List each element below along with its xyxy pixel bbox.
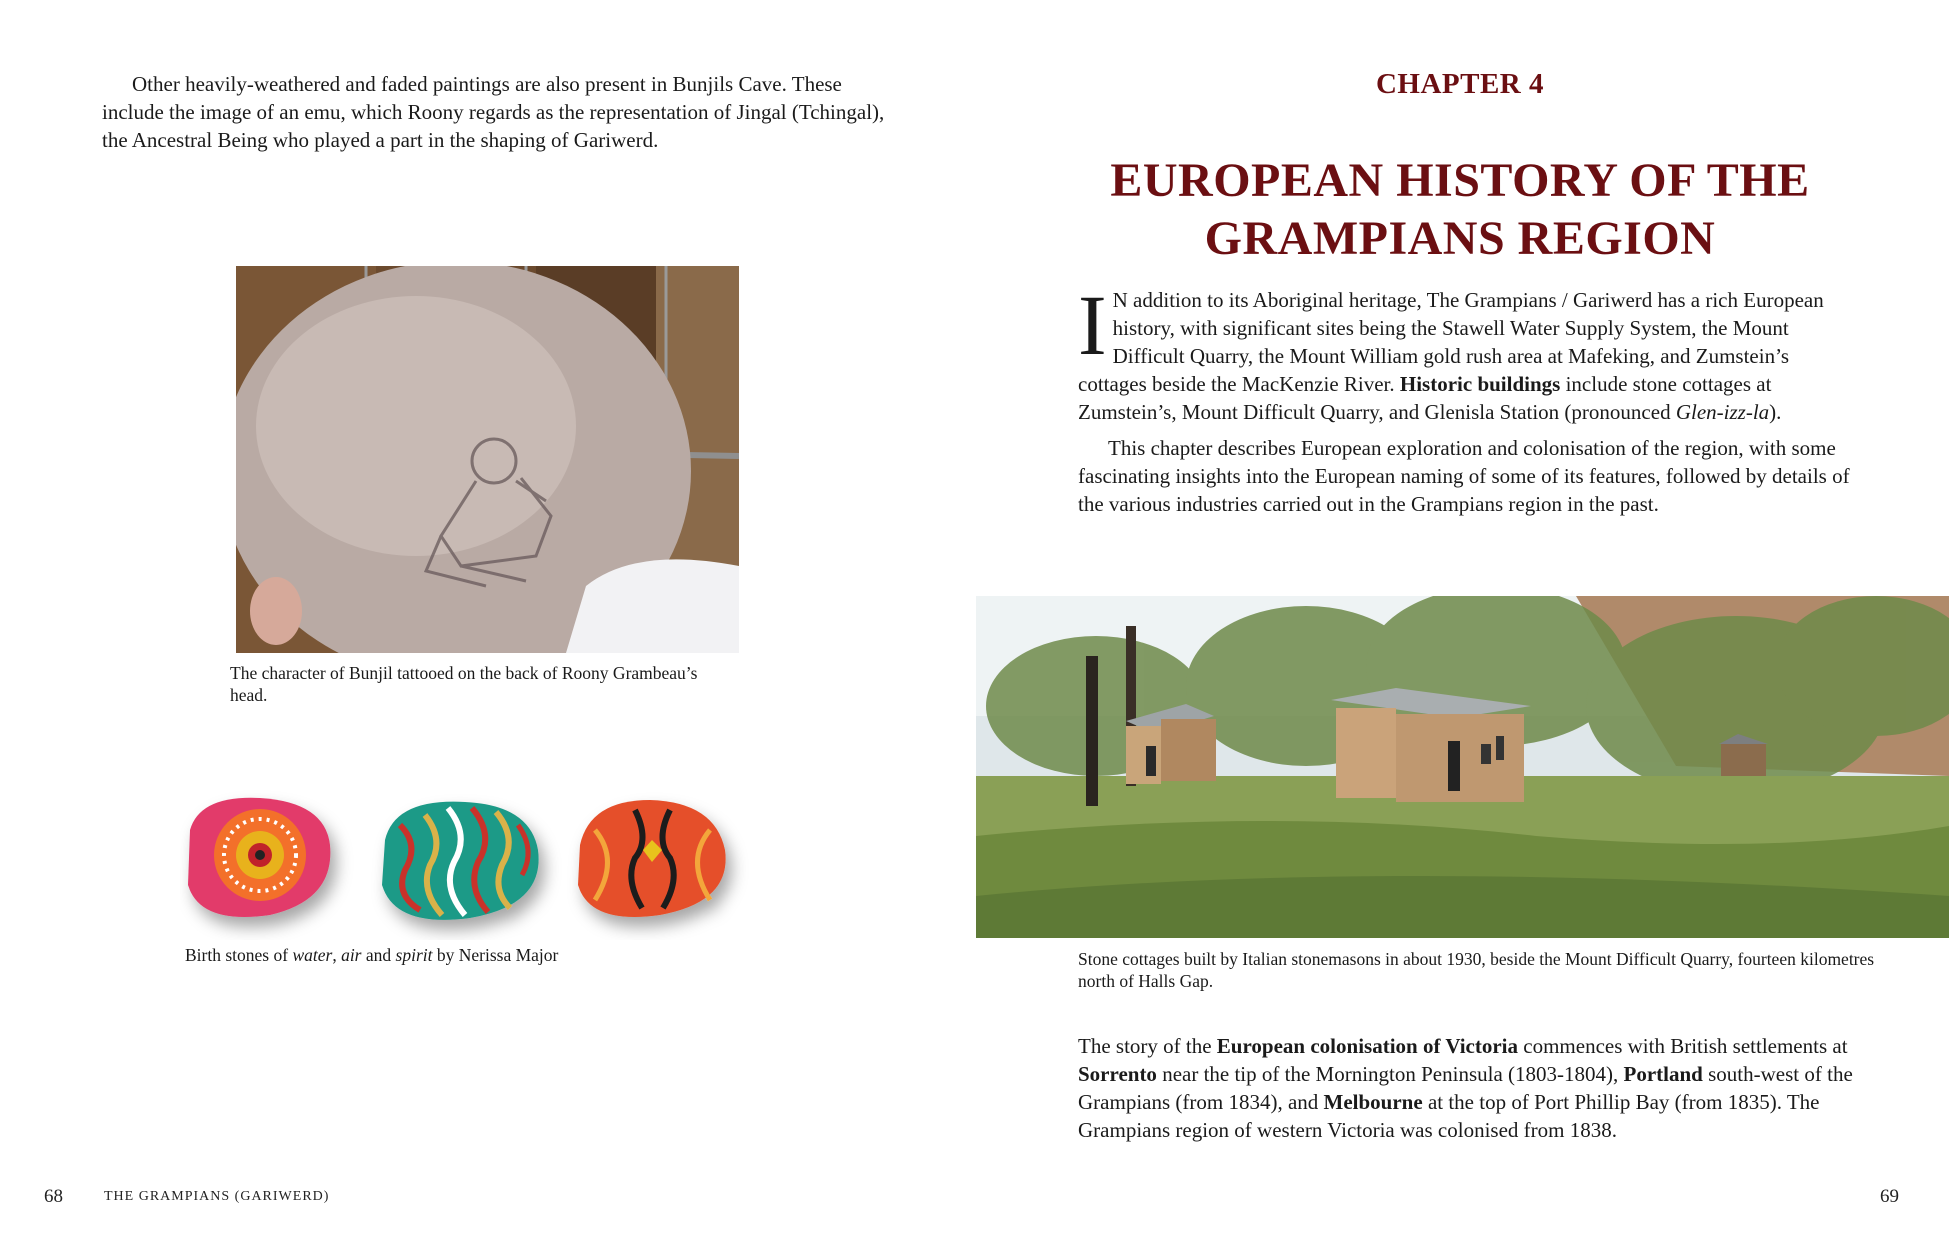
left-paragraph: Other heavily-weathered and faded paintings are also present in Bunjils Cave. These include the image of an emu, which Roony regards as the representation of Jingal (Tchingal), the Ancestral Being who played a part in the shaping of Gariwerd. <box>102 72 885 152</box>
page-number-right: 69 <box>1880 1186 1899 1207</box>
stone-cottages-illustration <box>976 596 1949 938</box>
chapter-title: EUROPEAN HISTORY OF THE GRAMPIANS REGION <box>1110 154 1810 265</box>
bunjil-tattoo-photo <box>236 266 739 653</box>
birth-stones-photo <box>180 790 820 940</box>
chapter-intro <box>1078 277 1858 518</box>
bunjil-tattoo-illustration <box>236 266 739 653</box>
cottage-photo-caption: Stone cottages built by Italian stonemasons in about 1930, beside the Mount Difficult Quarry, fourteen kilometres north of Halls Gap. <box>1078 949 1875 991</box>
running-title: THE GRAMPIANS (GARIWERD) <box>104 1189 330 1204</box>
colonisation-paragraph: The story of the European colonisation of Victoria commences with British settlements at Sorrento near the tip of the Mornington Peninsula (1803-1804), Portland south-west of the Grampians (from 1834), and Melbourne at the top of Port Phillip Bay (from 1835). The Grampians region of western Victoria was colonised from 1838. <box>1078 1034 1853 1142</box>
head-photo-caption: The character of Bunjil tattooed on the back of Roony Grambeau’s head. <box>230 663 698 705</box>
stone-cottages-photo <box>976 596 1949 938</box>
page-number-left: 68 <box>44 1186 63 1207</box>
chapter-label: CHAPTER 4 <box>1375 68 1545 100</box>
air-stone <box>382 802 539 920</box>
intro-paragraph-2: This chapter describes European exploration and colonisation of the region, with some fascinating insights into the European naming of some of its features, followed by details of the various industries carried out in the Grampians region in the past. <box>1078 436 1850 516</box>
birth-stones-illustration <box>180 790 820 940</box>
spirit-stone <box>578 800 726 917</box>
drop-cap: I <box>1078 277 1107 373</box>
intro-paragraph-1: I N addition to its Aboriginal heritage, The Grampians / Gariwerd has a rich European history, with significant sites being the Stawell Water Supply System, the Mount Difficult Quarry, the Mount William gold rush area at Mafeking, and Zumstein’s cottages beside the MacKenzie River. Historic buildings include stone cottages at Zumstein’s, Mount Difficult Quarry, and Glenisla Station (pronounced Glen-izz-la). <box>1078 277 1824 424</box>
water-stone <box>188 798 330 917</box>
stones-caption: Birth stones of water, air and spirit by Nerissa Major <box>185 945 559 965</box>
